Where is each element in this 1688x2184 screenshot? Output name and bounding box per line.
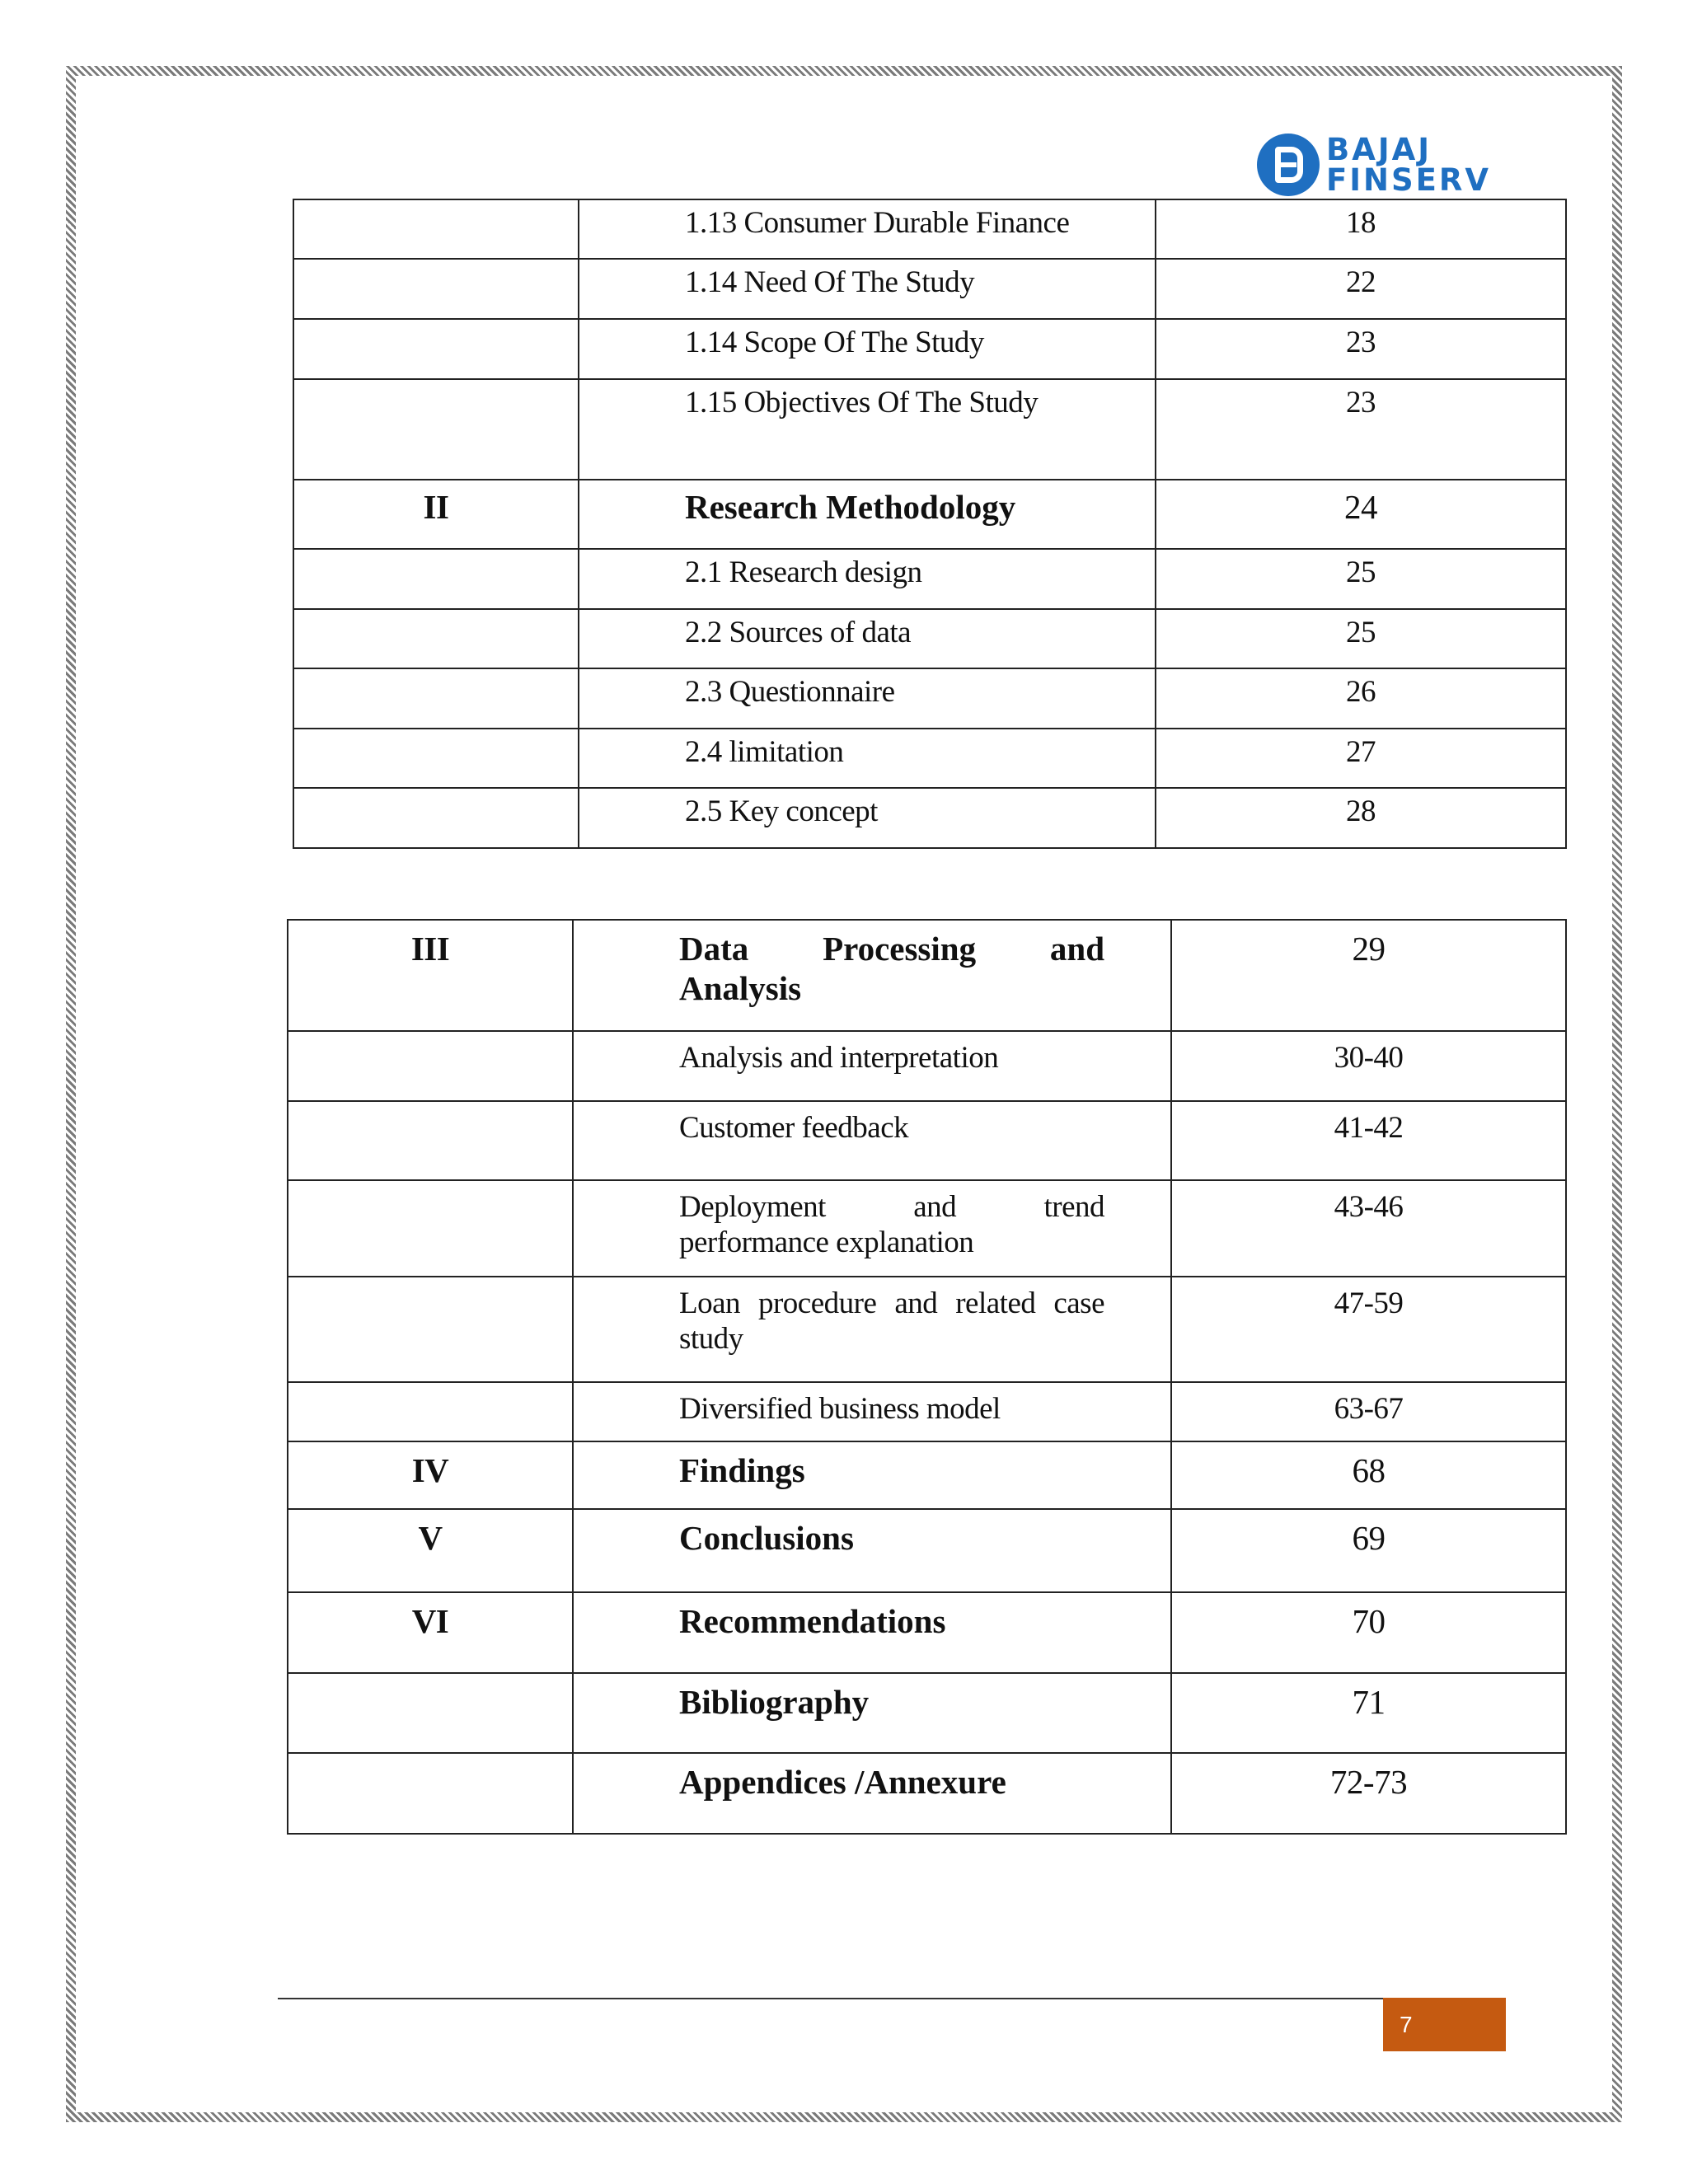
table-row	[288, 1592, 1566, 1673]
table-row	[288, 1101, 1566, 1180]
chapter-cell: V	[288, 1509, 573, 1592]
chapter-cell	[288, 1277, 573, 1382]
page-cell: 23	[1156, 319, 1566, 379]
contents-table-1	[293, 199, 1567, 849]
topic-cell	[573, 1180, 1171, 1277]
topic-cell: 2.1 Research design	[579, 549, 1156, 609]
topic-line-2: study	[679, 1322, 743, 1356]
topic-line-1: Deployment and trend	[679, 1190, 1104, 1224]
topic-line-1: Data Processing and	[679, 930, 1104, 968]
chapter-cell	[288, 1031, 573, 1101]
chapter-cell	[288, 1101, 573, 1180]
page-cell: 30-40	[1171, 1031, 1566, 1101]
topic-cell: Conclusions	[573, 1509, 1171, 1592]
page-cell: 63-67	[1171, 1382, 1566, 1441]
topic-cell: 2.3 Questionnaire	[579, 668, 1156, 729]
chapter-cell: III	[288, 920, 573, 1031]
topic-cell: Analysis and interpretation	[573, 1031, 1171, 1101]
table-row	[293, 788, 1566, 848]
topic-cell: Customer feedback	[573, 1101, 1171, 1180]
topic-cell	[573, 920, 1171, 1031]
topic-cell: 2.5 Key concept	[579, 788, 1156, 848]
topic-line-1: Loan procedure and related case	[679, 1286, 1104, 1320]
page-cell: 24	[1156, 480, 1566, 549]
table-row	[293, 668, 1566, 729]
chapter-cell	[288, 1753, 573, 1834]
chapter-cell	[293, 259, 579, 319]
topic-cell: 1.14 Need Of The Study	[579, 259, 1156, 319]
page-cell: 28	[1156, 788, 1566, 848]
table-row	[293, 199, 1566, 259]
table-row	[288, 1509, 1566, 1592]
logo-line-2: FINSERV	[1326, 162, 1492, 198]
table-row	[288, 1441, 1566, 1509]
footer-divider	[278, 1998, 1395, 1999]
page-cell: 25	[1156, 549, 1566, 609]
topic-cell: 1.15 Objectives Of The Study	[579, 379, 1156, 480]
page-cell: 27	[1156, 729, 1566, 788]
bajaj-logo-icon	[1257, 134, 1320, 196]
bajaj-finserv-logo	[1257, 134, 1491, 196]
contents-table-2	[287, 919, 1567, 1835]
table-row	[293, 480, 1566, 549]
chapter-cell	[293, 379, 579, 480]
logo-line-1: BAJAJ	[1326, 132, 1432, 167]
chapter-cell	[293, 668, 579, 729]
page-cell: 72-73	[1171, 1753, 1566, 1834]
topic-cell: 1.14 Scope Of The Study	[579, 319, 1156, 379]
page-cell: 69	[1171, 1509, 1566, 1592]
topic-cell: 2.4 limitation	[579, 729, 1156, 788]
chapter-cell: II	[293, 480, 579, 549]
table-row	[288, 1277, 1566, 1382]
page-cell: 26	[1156, 668, 1566, 729]
table-row	[293, 379, 1566, 480]
table-row	[293, 259, 1566, 319]
table-row	[293, 549, 1566, 609]
chapter-cell	[288, 1382, 573, 1441]
page-cell: 18	[1156, 199, 1566, 259]
topic-cell: Findings	[573, 1441, 1171, 1509]
topic-cell: Diversified business model	[573, 1382, 1171, 1441]
table-row	[293, 609, 1566, 668]
topic-cell	[573, 1277, 1171, 1382]
chapter-cell	[288, 1180, 573, 1277]
topic-cell: Appendices /Annexure	[573, 1753, 1171, 1834]
table-row	[288, 920, 1566, 1031]
page-cell: 22	[1156, 259, 1566, 319]
table-row	[293, 319, 1566, 379]
page-cell: 23	[1156, 379, 1566, 480]
page-cell: 47-59	[1171, 1277, 1566, 1382]
table-row	[288, 1673, 1566, 1753]
page-cell: 43-46	[1171, 1180, 1566, 1277]
topic-line-2: performance explanation	[679, 1226, 974, 1259]
table-row	[288, 1031, 1566, 1101]
chapter-cell	[293, 609, 579, 668]
topic-cell: Recommendations	[573, 1592, 1171, 1673]
chapter-cell	[288, 1673, 573, 1753]
page-cell: 70	[1171, 1592, 1566, 1673]
page-cell: 29	[1171, 920, 1566, 1031]
table-row	[293, 729, 1566, 788]
chapter-cell: VI	[288, 1592, 573, 1673]
page-cell: 68	[1171, 1441, 1566, 1509]
table-row	[288, 1382, 1566, 1441]
chapter-cell	[293, 788, 579, 848]
chapter-cell	[293, 319, 579, 379]
chapter-cell	[293, 549, 579, 609]
page-number-badge: 7	[1383, 1998, 1506, 2051]
table-row	[288, 1180, 1566, 1277]
page-cell: 41-42	[1171, 1101, 1566, 1180]
topic-cell: 2.2 Sources of data	[579, 609, 1156, 668]
topic-cell: Research Methodology	[579, 480, 1156, 549]
topic-cell: 1.13 Consumer Durable Finance	[579, 199, 1156, 259]
page-cell: 71	[1171, 1673, 1566, 1753]
chapter-cell	[293, 199, 579, 259]
topic-cell: Bibliography	[573, 1673, 1171, 1753]
topic-line-2: Analysis	[679, 969, 802, 1007]
chapter-cell: IV	[288, 1441, 573, 1509]
page-cell: 25	[1156, 609, 1566, 668]
chapter-cell	[293, 729, 579, 788]
table-row	[288, 1753, 1566, 1834]
